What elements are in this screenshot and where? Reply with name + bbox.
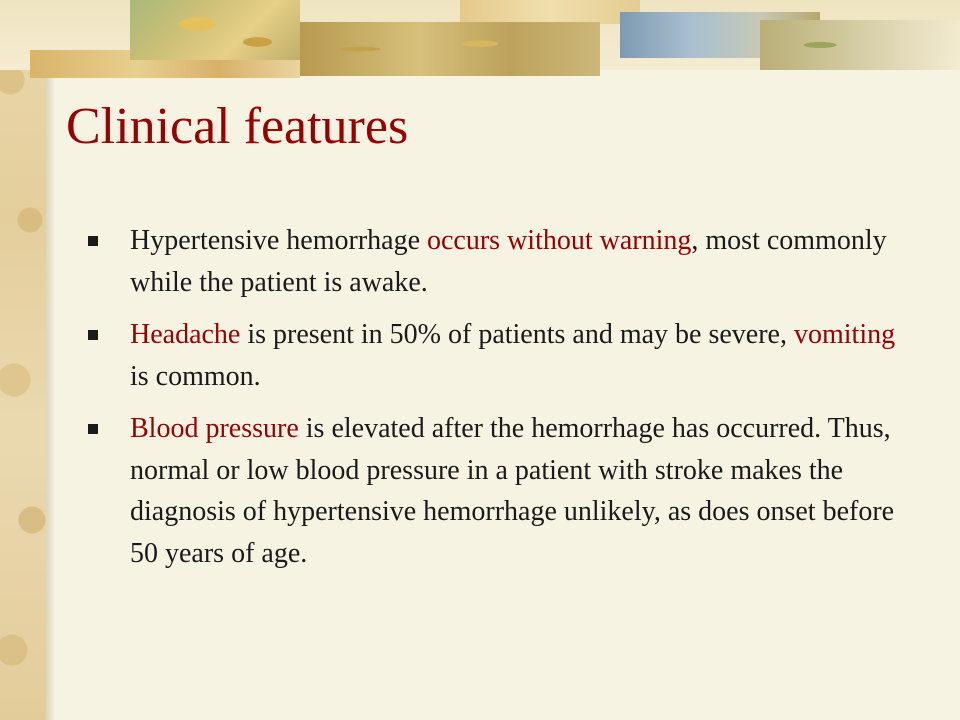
decorative-top-banner — [0, 0, 960, 80]
square-bullet-icon — [88, 330, 98, 340]
banner-tile-fern — [760, 20, 960, 70]
banner-tile — [460, 0, 640, 24]
banner-tile-leaves — [300, 22, 600, 76]
bullet-item — [88, 408, 908, 574]
highlighted-text: Headache — [130, 319, 241, 350]
decorative-left-strip — [0, 0, 46, 720]
highlighted-text: occurs without warning — [427, 225, 692, 256]
square-bullet-icon — [88, 236, 98, 246]
banner-tile-leaves — [130, 0, 300, 60]
bullet-item — [88, 314, 908, 397]
bullet-text-segment: is present in 50% of patients and may be severe, — [240, 319, 794, 350]
bullet-item — [88, 220, 908, 303]
bullet-list — [88, 220, 908, 585]
slide-title: Clinical features — [66, 98, 409, 155]
highlighted-text: Blood pressure — [130, 413, 299, 444]
bullet-text-segment: Hypertensive hemorrhage — [130, 225, 427, 256]
bullet-text-segment: is common. — [130, 360, 261, 392]
decorative-left-shadow — [46, 70, 56, 720]
highlighted-text: vomiting — [793, 319, 896, 350]
square-bullet-icon — [88, 424, 98, 434]
bullet-text-segment: is elevated after the hemorrhage has occurred. Thus, normal or low blood pressure in a patient with stroke makes the diagnosis of hypertensive hemorrhage unlikely, as does onset before 50 years of age. — [130, 413, 895, 569]
bullet-text-segment: , most commonly while the patient is awake. — [130, 225, 887, 298]
